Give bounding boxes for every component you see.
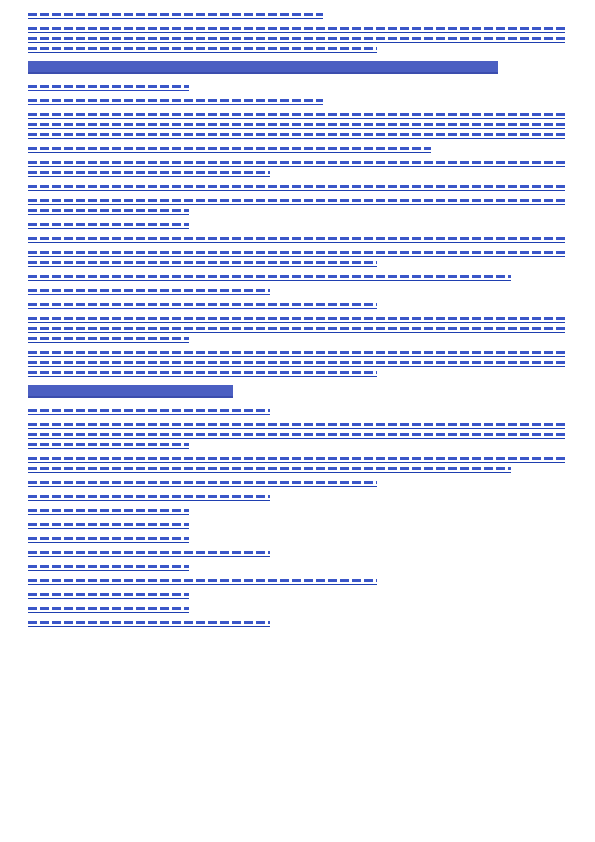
list-item-link[interactable]	[28, 592, 565, 599]
paragraph-link[interactable]	[28, 422, 565, 449]
list-item-link[interactable]	[28, 274, 565, 281]
list-item-link[interactable]	[28, 536, 565, 543]
section-heading-link[interactable]	[28, 384, 565, 398]
subsection-link[interactable]	[28, 288, 565, 295]
paragraph-link[interactable]	[28, 26, 565, 53]
list-item-link[interactable]	[28, 198, 565, 215]
list-item-link[interactable]	[28, 236, 565, 243]
list-item-link[interactable]	[28, 250, 565, 267]
reference-link[interactable]	[28, 408, 565, 415]
paragraph-link[interactable]	[28, 12, 565, 19]
paragraph-link[interactable]	[28, 146, 565, 153]
list-item-link[interactable]	[28, 620, 565, 627]
list-item-link[interactable]	[28, 606, 565, 613]
subsection-link[interactable]	[28, 84, 565, 91]
list-item-link[interactable]	[28, 480, 565, 487]
list-item-link[interactable]	[28, 160, 565, 177]
list-item-link[interactable]	[28, 494, 565, 501]
section-heading-link[interactable]	[28, 60, 565, 74]
paragraph-link[interactable]	[28, 350, 565, 377]
paragraph-link[interactable]	[28, 578, 565, 585]
list-item-link[interactable]	[28, 522, 565, 529]
paragraph-link[interactable]	[28, 112, 565, 139]
list-item-link[interactable]	[28, 564, 565, 571]
paragraph-link[interactable]	[28, 316, 565, 343]
reference-link[interactable]	[28, 302, 565, 309]
list-item-link[interactable]	[28, 550, 565, 557]
list-item-link[interactable]	[28, 184, 565, 191]
list-item-link[interactable]	[28, 508, 565, 515]
list-item-link[interactable]	[28, 456, 565, 473]
list-item-link[interactable]	[28, 222, 565, 229]
reference-link[interactable]	[28, 98, 565, 105]
